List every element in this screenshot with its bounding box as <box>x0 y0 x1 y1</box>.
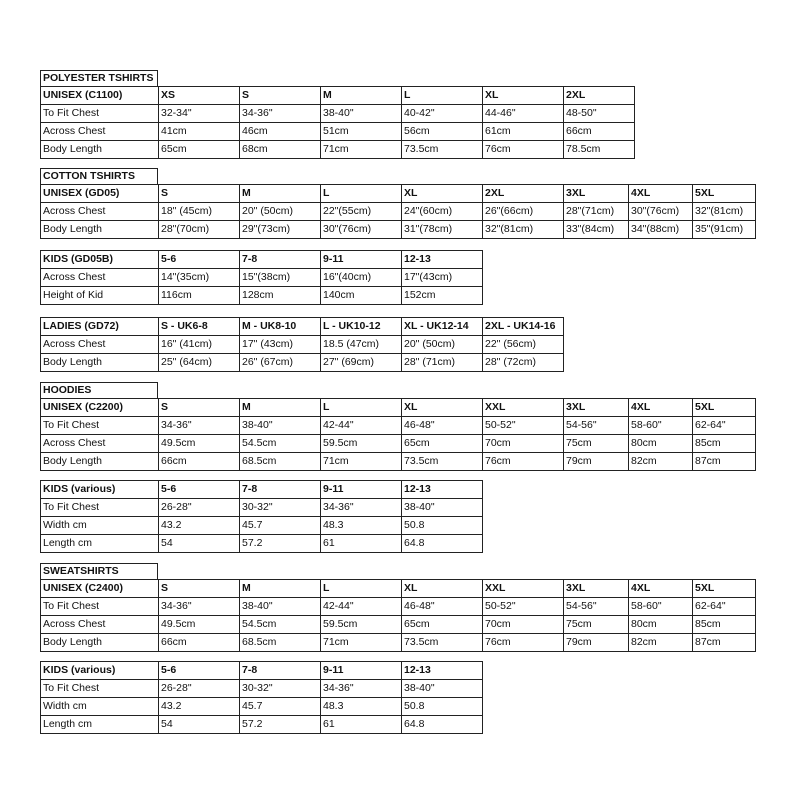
table-cell: 82cm <box>629 453 693 471</box>
table-cell: 18" (45cm) <box>159 203 240 221</box>
table-cell: 80cm <box>629 435 693 453</box>
table-cell: 57.2 <box>240 716 321 734</box>
table-cell: 65cm <box>402 616 483 634</box>
size-column-header: 2XL <box>564 87 635 105</box>
table-cell: 73.5cm <box>402 634 483 652</box>
table-cell: 73.5cm <box>402 453 483 471</box>
table-row <box>41 517 483 535</box>
table-row <box>41 336 564 354</box>
size-column-header: 4XL <box>629 399 693 417</box>
size-column-header: 12-13 <box>402 481 483 499</box>
table-header-row <box>41 580 756 598</box>
table-header-row <box>41 662 483 680</box>
size-column-header: 12-13 <box>402 251 483 269</box>
table-cell: 85cm <box>693 616 756 634</box>
table-cell: 70cm <box>483 435 564 453</box>
table-row <box>41 535 483 553</box>
table-cell: 28"(70cm) <box>159 221 240 239</box>
size-column-header: 4XL <box>629 580 693 598</box>
row-label: Length cm <box>41 716 159 734</box>
table-row <box>41 354 564 372</box>
table-cell: 17" (43cm) <box>240 336 321 354</box>
table-cell: 48.3 <box>321 517 402 535</box>
table-row <box>41 435 756 453</box>
table-cell: 38-40" <box>402 680 483 698</box>
table-cell: 43.2 <box>159 698 240 716</box>
size-column-header: L <box>402 87 483 105</box>
table-cell: 45.7 <box>240 698 321 716</box>
table-cell: 68.5cm <box>240 634 321 652</box>
row-label: To Fit Chest <box>41 417 159 435</box>
table-cell: 30-32" <box>240 499 321 517</box>
table-cell: 50.8 <box>402 698 483 716</box>
table-cell: 16"(40cm) <box>321 269 402 287</box>
table-cell: 54.5cm <box>240 435 321 453</box>
table-model-label: KIDS (various) <box>41 481 159 499</box>
table-cell: 28"(71cm) <box>564 203 629 221</box>
table-row <box>41 616 756 634</box>
table-cell: 46cm <box>240 123 321 141</box>
table-cell: 41cm <box>159 123 240 141</box>
table-cell: 71cm <box>321 453 402 471</box>
size-column-header: S <box>159 185 240 203</box>
size-column-header: 5XL <box>693 185 756 203</box>
table-cell: 140cm <box>321 287 402 305</box>
section-title: POLYESTER TSHIRTS <box>40 70 158 86</box>
table-cell: 62-64" <box>693 417 756 435</box>
table-row <box>41 453 756 471</box>
size-column-header: 7-8 <box>240 662 321 680</box>
table-model-label: KIDS (GD05B) <box>41 251 159 269</box>
table-cell: 64.8 <box>402 716 483 734</box>
table-cell: 34-36" <box>240 105 321 123</box>
table-row <box>41 203 756 221</box>
table-cell: 28" (72cm) <box>483 354 564 372</box>
size-table <box>40 480 483 553</box>
size-column-header: 7-8 <box>240 251 321 269</box>
size-table <box>40 184 756 239</box>
table-cell: 78.5cm <box>564 141 635 159</box>
table-cell: 30"(76cm) <box>321 221 402 239</box>
table-header-row <box>41 185 756 203</box>
table-cell: 26"(66cm) <box>483 203 564 221</box>
table-cell: 45.7 <box>240 517 321 535</box>
row-label: Across Chest <box>41 123 159 141</box>
table-cell: 35"(91cm) <box>693 221 756 239</box>
table-cell: 30"(76cm) <box>629 203 693 221</box>
table-cell: 38-40" <box>402 499 483 517</box>
table-cell: 50-52" <box>483 598 564 616</box>
table-cell: 44-46" <box>483 105 564 123</box>
table-cell: 79cm <box>564 453 629 471</box>
table-cell: 22" (56cm) <box>483 336 564 354</box>
row-label: Across Chest <box>41 616 159 634</box>
table-cell: 76cm <box>483 634 564 652</box>
table-model-label: LADIES (GD72) <box>41 318 159 336</box>
table-cell: 87cm <box>693 453 756 471</box>
table-cell: 58-60" <box>629 417 693 435</box>
table-cell: 66cm <box>159 634 240 652</box>
table-cell: 18.5 (47cm) <box>321 336 402 354</box>
table-cell: 75cm <box>564 616 629 634</box>
table-cell: 61 <box>321 535 402 553</box>
table-cell: 24"(60cm) <box>402 203 483 221</box>
size-column-header: S <box>240 87 321 105</box>
table-cell: 68.5cm <box>240 453 321 471</box>
size-column-header: 3XL <box>564 580 629 598</box>
table-row <box>41 698 483 716</box>
table-cell: 152cm <box>402 287 483 305</box>
table-cell: 42-44" <box>321 417 402 435</box>
table-cell: 54 <box>159 716 240 734</box>
size-column-header: M <box>240 580 321 598</box>
size-column-header: 2XL - UK14-16 <box>483 318 564 336</box>
table-cell: 75cm <box>564 435 629 453</box>
table-row <box>41 499 483 517</box>
table-row <box>41 598 756 616</box>
size-column-header: M <box>321 87 402 105</box>
size-column-header: 5-6 <box>159 662 240 680</box>
size-column-header: M <box>240 185 321 203</box>
table-cell: 116cm <box>159 287 240 305</box>
table-cell: 48-50" <box>564 105 635 123</box>
table-cell: 54.5cm <box>240 616 321 634</box>
table-cell: 50.8 <box>402 517 483 535</box>
size-column-header: 12-13 <box>402 662 483 680</box>
row-label: Across Chest <box>41 336 159 354</box>
table-cell: 80cm <box>629 616 693 634</box>
table-cell: 66cm <box>159 453 240 471</box>
row-label: Body Length <box>41 453 159 471</box>
size-column-header: 9-11 <box>321 251 402 269</box>
table-row <box>41 105 635 123</box>
row-label: Across Chest <box>41 435 159 453</box>
size-column-header: XXL <box>483 580 564 598</box>
section-ladies-gd72 <box>40 317 564 372</box>
table-cell: 87cm <box>693 634 756 652</box>
size-column-header: XL <box>483 87 564 105</box>
table-cell: 51cm <box>321 123 402 141</box>
table-cell: 15"(38cm) <box>240 269 321 287</box>
size-column-header: XXL <box>483 399 564 417</box>
table-cell: 73.5cm <box>402 141 483 159</box>
table-cell: 43.2 <box>159 517 240 535</box>
table-cell: 34-36" <box>159 598 240 616</box>
row-label: To Fit Chest <box>41 105 159 123</box>
table-row <box>41 123 635 141</box>
size-column-header: 3XL <box>564 399 629 417</box>
table-row <box>41 269 483 287</box>
section-title: COTTON TSHIRTS <box>40 168 158 184</box>
table-cell: 128cm <box>240 287 321 305</box>
size-column-header: 9-11 <box>321 662 402 680</box>
table-cell: 71cm <box>321 634 402 652</box>
table-cell: 40-42" <box>402 105 483 123</box>
table-cell: 59.5cm <box>321 616 402 634</box>
size-column-header: S <box>159 580 240 598</box>
size-column-header: 9-11 <box>321 481 402 499</box>
table-cell: 58-60" <box>629 598 693 616</box>
size-column-header: XS <box>159 87 240 105</box>
table-row <box>41 221 756 239</box>
table-cell: 82cm <box>629 634 693 652</box>
table-cell: 22"(55cm) <box>321 203 402 221</box>
row-label: Across Chest <box>41 269 159 287</box>
row-label: Body Length <box>41 221 159 239</box>
table-cell: 46-48" <box>402 417 483 435</box>
section-title: HOODIES <box>40 382 158 398</box>
table-cell: 61cm <box>483 123 564 141</box>
size-column-header: 4XL <box>629 185 693 203</box>
table-header-row <box>41 251 483 269</box>
size-table <box>40 317 564 372</box>
size-table <box>40 579 756 652</box>
size-column-header: XL <box>402 399 483 417</box>
table-cell: 71cm <box>321 141 402 159</box>
table-model-label: KIDS (various) <box>41 662 159 680</box>
table-cell: 57.2 <box>240 535 321 553</box>
table-cell: 48.3 <box>321 698 402 716</box>
table-cell: 26-28" <box>159 499 240 517</box>
size-column-header: L <box>321 399 402 417</box>
size-table <box>40 250 483 305</box>
table-cell: 32-34" <box>159 105 240 123</box>
size-column-header: XL - UK12-14 <box>402 318 483 336</box>
size-column-header: 5-6 <box>159 251 240 269</box>
table-cell: 65cm <box>402 435 483 453</box>
table-cell: 29"(73cm) <box>240 221 321 239</box>
size-column-header: 5XL <box>693 399 756 417</box>
table-cell: 33"(84cm) <box>564 221 629 239</box>
table-cell: 59.5cm <box>321 435 402 453</box>
table-cell: 38-40" <box>321 105 402 123</box>
table-cell: 54-56" <box>564 598 629 616</box>
table-model-label: UNISEX (GD05) <box>41 185 159 203</box>
section-kids-gd05b <box>40 250 483 305</box>
table-cell: 76cm <box>483 141 564 159</box>
row-label: To Fit Chest <box>41 680 159 698</box>
table-cell: 31"(78cm) <box>402 221 483 239</box>
table-cell: 42-44" <box>321 598 402 616</box>
table-cell: 54-56" <box>564 417 629 435</box>
size-column-header: XL <box>402 580 483 598</box>
row-label: Body Length <box>41 354 159 372</box>
table-header-row <box>41 399 756 417</box>
table-header-row <box>41 318 564 336</box>
section-hoodies-kids <box>40 480 483 553</box>
row-label: Body Length <box>41 141 159 159</box>
table-cell: 28" (71cm) <box>402 354 483 372</box>
table-cell: 26" (67cm) <box>240 354 321 372</box>
section-polyester-tshirts <box>40 70 635 159</box>
row-label: To Fit Chest <box>41 598 159 616</box>
table-cell: 61 <box>321 716 402 734</box>
size-column-header: 3XL <box>564 185 629 203</box>
size-table <box>40 661 483 734</box>
table-cell: 32"(81cm) <box>483 221 564 239</box>
table-cell: 16" (41cm) <box>159 336 240 354</box>
table-cell: 34-36" <box>321 499 402 517</box>
table-row <box>41 141 635 159</box>
table-cell: 49.5cm <box>159 435 240 453</box>
table-cell: 27" (69cm) <box>321 354 402 372</box>
table-header-row <box>41 481 483 499</box>
table-row <box>41 680 483 698</box>
table-cell: 68cm <box>240 141 321 159</box>
row-label: Width cm <box>41 698 159 716</box>
table-cell: 49.5cm <box>159 616 240 634</box>
section-hoodies <box>40 382 756 471</box>
table-cell: 34"(88cm) <box>629 221 693 239</box>
table-model-label: UNISEX (C2400) <box>41 580 159 598</box>
table-cell: 79cm <box>564 634 629 652</box>
size-column-header: S - UK6-8 <box>159 318 240 336</box>
size-column-header: S <box>159 399 240 417</box>
table-cell: 46-48" <box>402 598 483 616</box>
size-column-header: L <box>321 580 402 598</box>
table-model-label: UNISEX (C2200) <box>41 399 159 417</box>
table-cell: 66cm <box>564 123 635 141</box>
row-label: Across Chest <box>41 203 159 221</box>
table-cell: 62-64" <box>693 598 756 616</box>
table-cell: 70cm <box>483 616 564 634</box>
table-model-label: UNISEX (C1100) <box>41 87 159 105</box>
table-cell: 32"(81cm) <box>693 203 756 221</box>
section-title: SWEATSHIRTS <box>40 563 158 579</box>
size-column-header: 2XL <box>483 185 564 203</box>
table-cell: 14"(35cm) <box>159 269 240 287</box>
size-column-header: M - UK8-10 <box>240 318 321 336</box>
table-cell: 56cm <box>402 123 483 141</box>
table-cell: 85cm <box>693 435 756 453</box>
table-cell: 17"(43cm) <box>402 269 483 287</box>
table-cell: 20" (50cm) <box>402 336 483 354</box>
table-cell: 38-40" <box>240 598 321 616</box>
table-cell: 26-28" <box>159 680 240 698</box>
size-column-header: XL <box>402 185 483 203</box>
size-column-header: M <box>240 399 321 417</box>
table-cell: 54 <box>159 535 240 553</box>
table-cell: 64.8 <box>402 535 483 553</box>
table-cell: 76cm <box>483 453 564 471</box>
row-label: Height of Kid <box>41 287 159 305</box>
table-cell: 38-40" <box>240 417 321 435</box>
table-row <box>41 287 483 305</box>
size-column-header: 5-6 <box>159 481 240 499</box>
row-label: To Fit Chest <box>41 499 159 517</box>
table-cell: 34-36" <box>159 417 240 435</box>
size-column-header: L - UK10-12 <box>321 318 402 336</box>
size-column-header: 5XL <box>693 580 756 598</box>
table-header-row <box>41 87 635 105</box>
row-label: Length cm <box>41 535 159 553</box>
table-cell: 34-36" <box>321 680 402 698</box>
section-cotton-tshirts <box>40 168 756 239</box>
size-column-header: L <box>321 185 402 203</box>
table-cell: 20" (50cm) <box>240 203 321 221</box>
table-row <box>41 417 756 435</box>
table-row <box>41 634 756 652</box>
table-row <box>41 716 483 734</box>
table-cell: 50-52" <box>483 417 564 435</box>
table-cell: 25" (64cm) <box>159 354 240 372</box>
size-table <box>40 86 635 159</box>
size-column-header: 7-8 <box>240 481 321 499</box>
row-label: Body Length <box>41 634 159 652</box>
row-label: Width cm <box>41 517 159 535</box>
section-sweatshirts-kids <box>40 661 483 734</box>
table-cell: 30-32" <box>240 680 321 698</box>
section-sweatshirts <box>40 563 756 652</box>
size-table <box>40 398 756 471</box>
table-cell: 65cm <box>159 141 240 159</box>
